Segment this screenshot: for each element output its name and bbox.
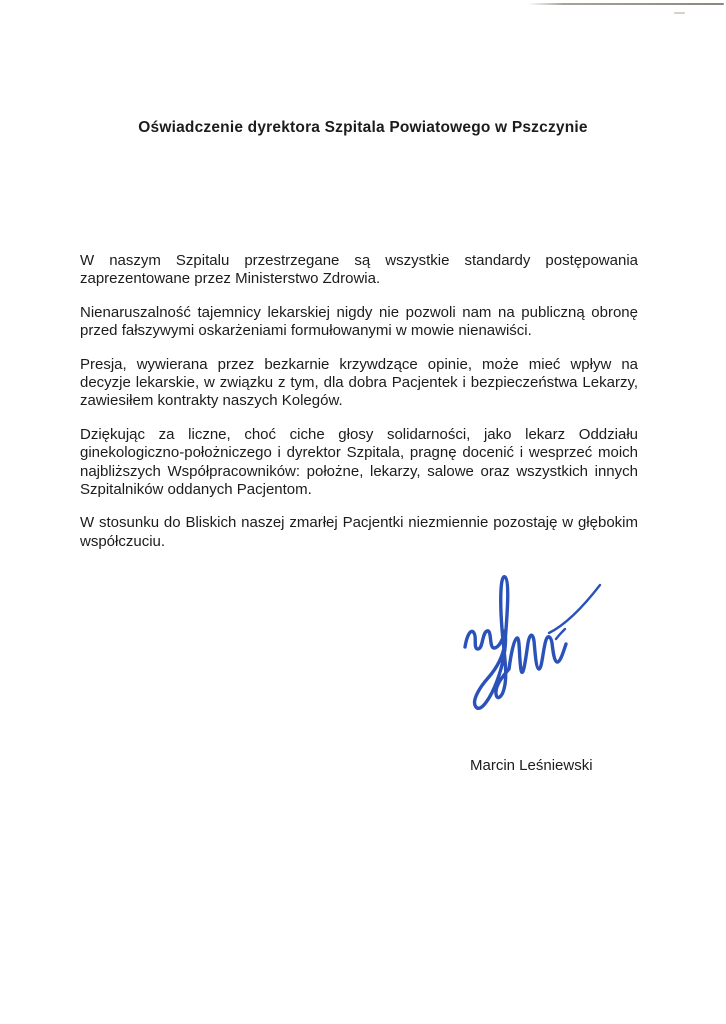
signatory-name: Marcin Leśniewski <box>470 757 593 774</box>
scan-artifact-line <box>528 3 724 5</box>
letter-body <box>80 252 638 566</box>
paragraph-standards: W naszym Szpitalu przestrzegane są wszystkie standardy postępowania zaprezentowane przez Ministerstwo Zdrowia. <box>80 252 638 288</box>
signature-main-stroke <box>465 577 566 708</box>
signature-flourish-stroke <box>549 585 600 633</box>
paragraph-condolences: W stosunku do Bliskich naszej zmarłej Pacjentki niezmiennie pozostaję w głębokim współczuciu. <box>80 514 638 550</box>
page-title: Oświadczenie dyrektora Szpitala Powiatowego w Pszczynie <box>138 119 588 136</box>
scan-artifact-dash <box>674 12 685 14</box>
handwritten-signature <box>452 569 604 719</box>
paragraph-medical-secrecy: Nienaruszalność tajemnicy lekarskiej nigdy nie pozwoli nam na publiczną obronę przed fałszywymi oskarżeniami formułowanymi w mowie nienawiści. <box>80 303 638 340</box>
signature-accent-tick <box>556 629 565 639</box>
signature-svg <box>452 569 604 719</box>
paragraph-thanks-staff: Dziękując za liczne, choć ciche głosy solidarności, jako lekarz Oddziału ginekologiczno-położniczego i dyrektor Szpitala, pragnę docenić i wesprzeć moich najbliższych Współpracowników: położne, lekarzy, salowe oraz wszystkich innych Szpitalników oddanych Pacjentom. <box>80 425 638 499</box>
paragraph-contracts-suspended: Presja, wywierana przez bezkarnie krzywdzące opinie, może mieć wpływ na decyzje lekarskie, w związku z tym, dla dobra Pacjentek i bezpieczeństwa Lekarzy, zawiesiłem kontrakty naszych Kolegów. <box>80 355 638 410</box>
